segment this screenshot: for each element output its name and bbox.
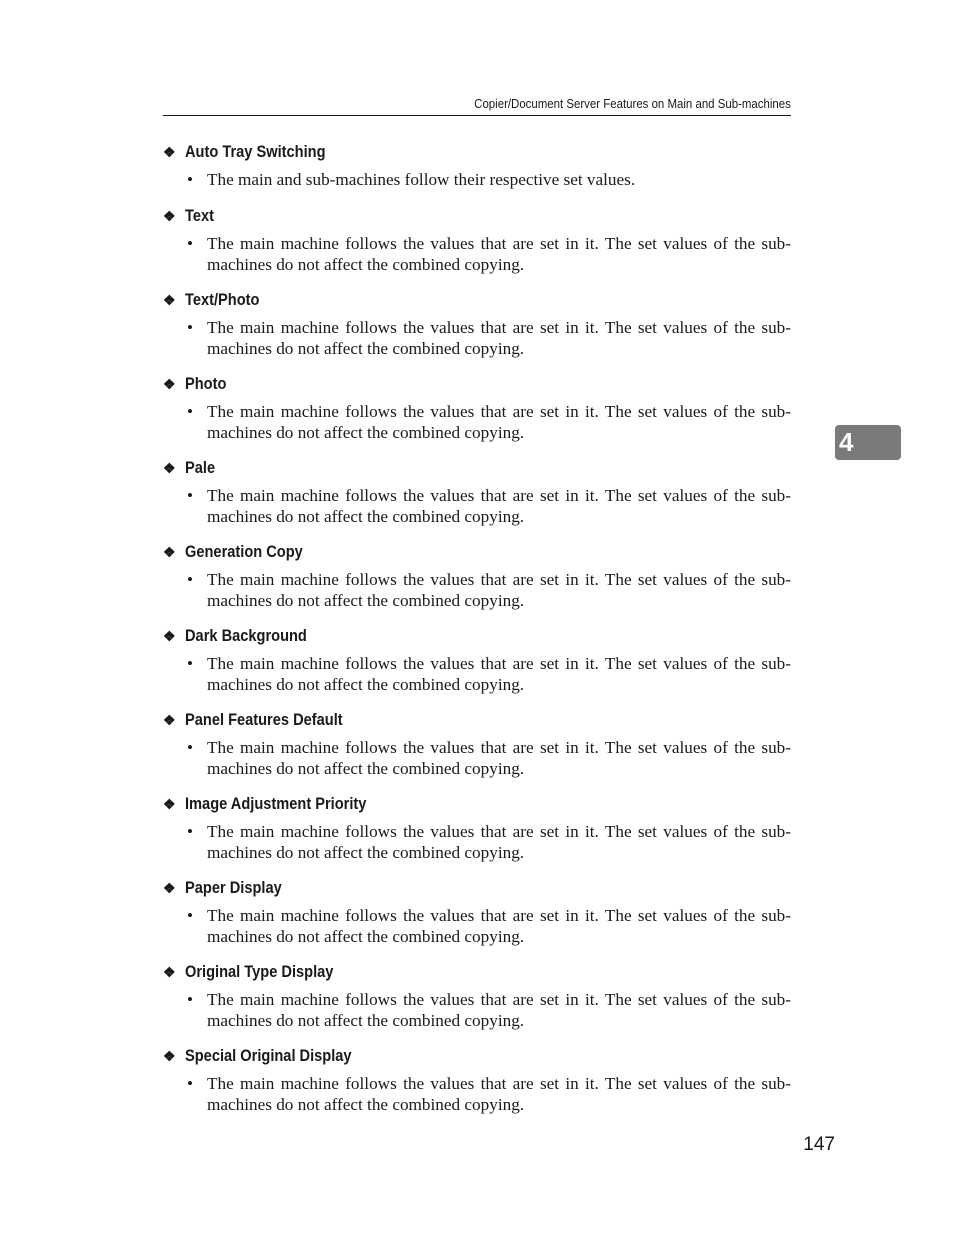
section-paper-display xyxy=(163,878,791,962)
diamond-ornament-icon: ❖ xyxy=(163,1048,176,1064)
diamond-ornament-icon: ❖ xyxy=(163,292,176,308)
section-generation-copy xyxy=(163,542,791,626)
running-header-title: Copier/Document Server Features on Main and Sub-machines xyxy=(474,96,791,111)
section-text xyxy=(163,206,791,290)
section-photo xyxy=(163,374,791,458)
bullet-item xyxy=(187,737,791,779)
bullet-dot-icon: • xyxy=(187,402,194,421)
bullet-text: The main machine follows the values that are set in it. The set values of the sub-machines do not affect the combined copying. xyxy=(207,570,791,610)
bullet-text: The main machine follows the values that are set in it. The set values of the sub-machines do not affect the combined copying. xyxy=(207,234,791,274)
section-title: ❖ Generation Copy xyxy=(163,542,303,561)
bullet-text: The main machine follows the values that are set in it. The set values of the sub-machines do not affect the combined copying. xyxy=(207,318,791,358)
document-body xyxy=(163,142,791,1130)
bullet-item xyxy=(187,905,791,947)
bullet-item xyxy=(187,233,791,275)
section-title: ❖ Pale xyxy=(163,458,216,477)
bullet-text: The main machine follows the values that are set in it. The set values of the sub-machines do not affect the combined copying. xyxy=(207,486,791,526)
diamond-ornament-icon: ❖ xyxy=(163,544,176,560)
bullet-text: The main machine follows the values that are set in it. The set values of the sub-machines do not affect the combined copying. xyxy=(207,738,791,778)
bullet-item xyxy=(187,569,791,611)
section-dark-background xyxy=(163,626,791,710)
section-title: ❖ Paper Display xyxy=(163,878,282,897)
section-title: ❖ Auto Tray Switching xyxy=(163,142,326,161)
diamond-ornament-icon: ❖ xyxy=(163,880,176,896)
diamond-ornament-icon: ❖ xyxy=(163,376,176,392)
bullet-text: The main machine follows the values that are set in it. The set values of the sub-machines do not affect the combined copying. xyxy=(207,906,791,946)
bullet-dot-icon: • xyxy=(187,170,194,189)
bullet-dot-icon: • xyxy=(187,738,194,757)
bullet-item xyxy=(187,317,791,359)
bullet-item xyxy=(187,653,791,695)
section-title: ❖ Photo xyxy=(163,374,227,393)
bullet-text: The main and sub-machines follow their respective set values. xyxy=(207,170,636,189)
chapter-tab: 4 xyxy=(835,425,901,460)
running-header xyxy=(163,96,791,116)
section-original-type-display xyxy=(163,962,791,1046)
diamond-ornament-icon: ❖ xyxy=(163,796,176,812)
bullet-dot-icon: • xyxy=(187,990,194,1009)
diamond-ornament-icon: ❖ xyxy=(163,144,176,160)
section-title: ❖ Text xyxy=(163,206,214,225)
section-auto-tray-switching xyxy=(163,142,791,206)
diamond-ornament-icon: ❖ xyxy=(163,964,176,980)
bullet-dot-icon: • xyxy=(187,1074,194,1093)
section-title: ❖ Panel Features Default xyxy=(163,710,343,729)
bullet-item xyxy=(187,169,791,190)
diamond-ornament-icon: ❖ xyxy=(163,628,176,644)
bullet-text: The main machine follows the values that are set in it. The set values of the sub-machines do not affect the combined copying. xyxy=(207,402,791,442)
section-special-original-display xyxy=(163,1046,791,1130)
section-title: ❖ Text/Photo xyxy=(163,290,260,309)
section-text-photo xyxy=(163,290,791,374)
section-image-adjustment-priority xyxy=(163,794,791,878)
bullet-dot-icon: • xyxy=(187,822,194,841)
diamond-ornament-icon: ❖ xyxy=(163,460,176,476)
bullet-text: The main machine follows the values that are set in it. The set values of the sub-machines do not affect the combined copying. xyxy=(207,654,791,694)
bullet-item xyxy=(187,485,791,527)
bullet-item xyxy=(187,989,791,1031)
section-pale xyxy=(163,458,791,542)
section-title: ❖ Dark Background xyxy=(163,626,307,645)
bullet-item xyxy=(187,1073,791,1115)
section-title: ❖ Special Original Display xyxy=(163,1046,352,1065)
diamond-ornament-icon: ❖ xyxy=(163,712,176,728)
bullet-dot-icon: • xyxy=(187,234,194,253)
bullet-text: The main machine follows the values that are set in it. The set values of the sub-machines do not affect the combined copying. xyxy=(207,1074,791,1114)
bullet-dot-icon: • xyxy=(187,486,194,505)
bullet-item xyxy=(187,821,791,863)
section-title: ❖ Original Type Display xyxy=(163,962,334,981)
page-number: 147 xyxy=(803,1134,835,1155)
section-panel-features-default xyxy=(163,710,791,794)
bullet-dot-icon: • xyxy=(187,906,194,925)
bullet-dot-icon: • xyxy=(187,654,194,673)
bullet-text: The main machine follows the values that are set in it. The set values of the sub-machines do not affect the combined copying. xyxy=(207,990,791,1030)
section-title: ❖ Image Adjustment Priority xyxy=(163,794,367,813)
bullet-dot-icon: • xyxy=(187,318,194,337)
bullet-item xyxy=(187,401,791,443)
bullet-text: The main machine follows the values that are set in it. The set values of the sub-machines do not affect the combined copying. xyxy=(207,822,791,862)
bullet-dot-icon: • xyxy=(187,570,194,589)
diamond-ornament-icon: ❖ xyxy=(163,208,176,224)
